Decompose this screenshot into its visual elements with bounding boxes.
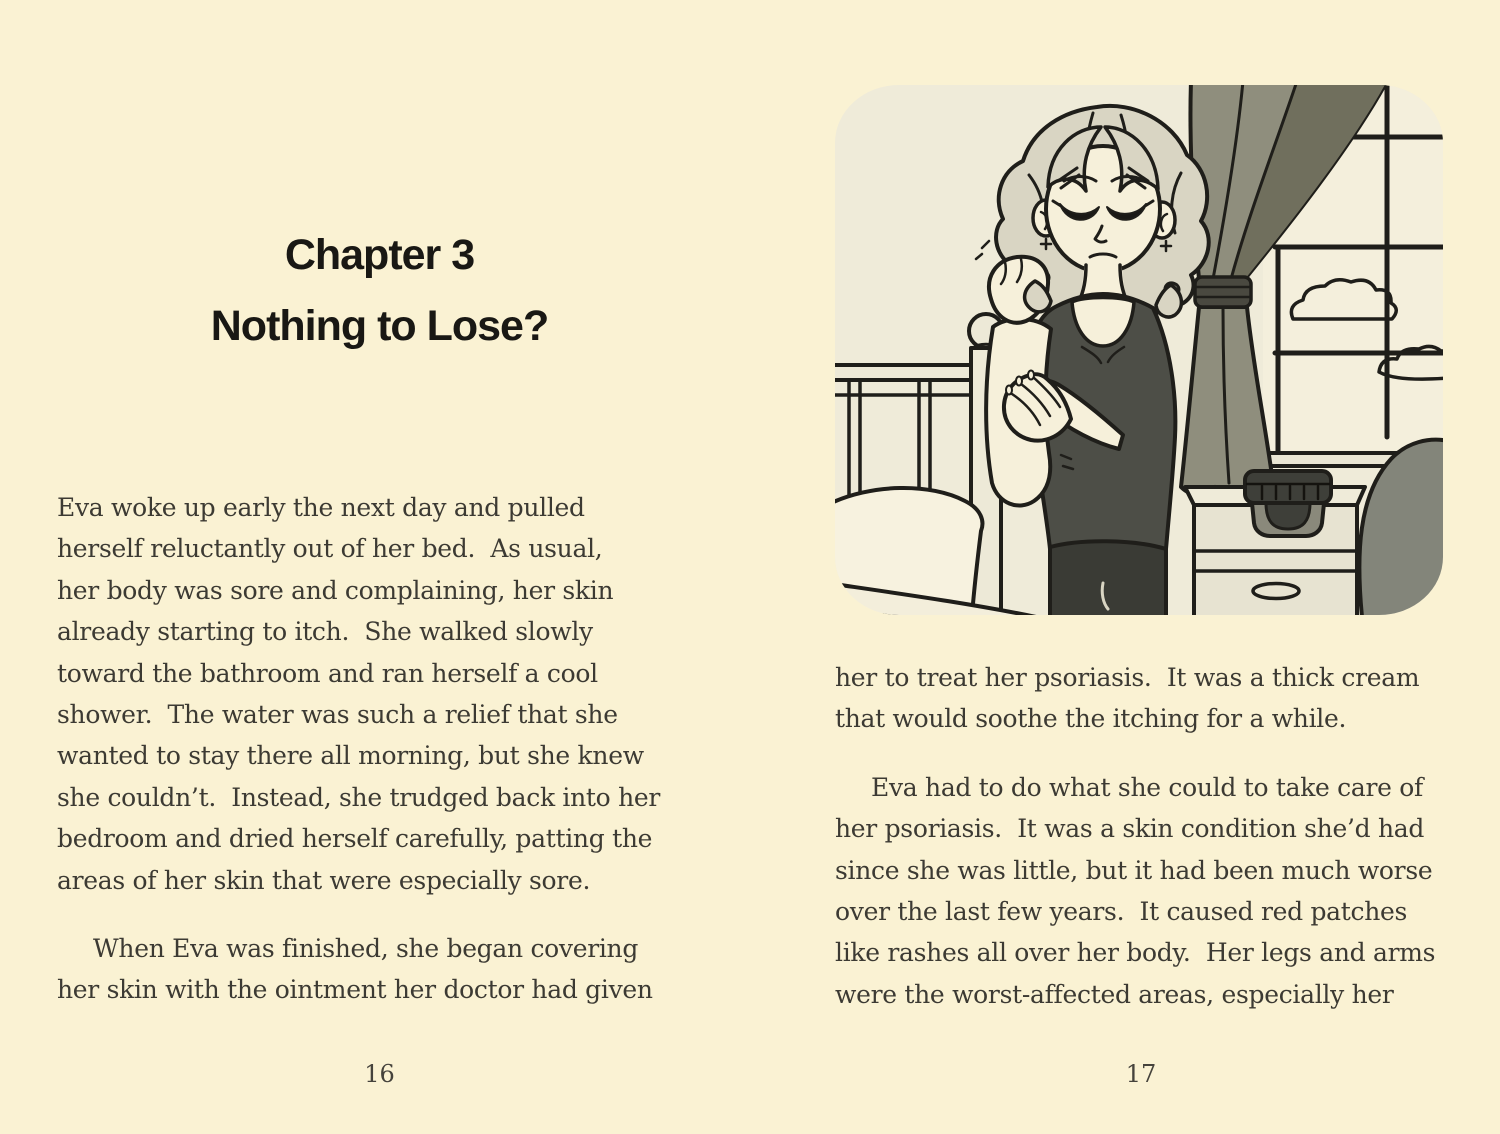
text-line: When Eva was finished, she began covering [93,934,639,964]
page-right [750,0,1500,1134]
drawer-handle [1253,584,1299,599]
text-line: wanted to stay there all morning, but she knew [57,741,644,771]
text-line: Eva woke up early the next day and pulled [57,493,585,522]
text-line: her skin with the ointment her doctor had given [57,975,653,1005]
page-number-left: 16 [364,1060,395,1088]
chapter-title: Nothing to Lose? [210,302,549,351]
text-line: her body was sore and complaining, her skin [57,575,614,605]
text-line: already starting to itch. She walked slowly [57,617,593,647]
text-line: over the last few years. It caused red patches [835,897,1408,927]
text-line: her psoriasis. It was a skin condition she’d had [835,814,1425,844]
text-line: shower. The water was such a relief that she [57,700,618,730]
text-line: like rashes all over her body. Her legs and arms [835,938,1436,968]
paragraph-1 [57,487,727,901]
chapter-number: Chapter 3 [284,231,475,279]
ointment-jar-icon [1245,471,1331,536]
text-line: she couldn’t. Instead, she trudged back into her [57,782,661,812]
paragraph-3 [835,657,1475,740]
text-line: herself reluctantly out of her bed. As usual, [57,534,603,564]
bedroom-illustration [835,85,1443,615]
text-line: bedroom and dried herself carefully, patting the [57,824,653,854]
curtain-tie [1195,277,1251,307]
pants [1050,541,1166,615]
paragraph-4 [835,767,1475,1015]
page-number-right: 17 [1125,1060,1157,1088]
text-line: since she was little, but it had been much worse [835,855,1433,885]
text-line: Eva had to do what she could to take care of [871,772,1423,802]
right-page-body-text [835,657,1475,1015]
paragraph-2 [57,928,727,1011]
text-line: her to treat her psoriasis. It was a thick cream [835,663,1420,692]
text-line: that would soothe the itching for a while. [835,704,1347,734]
left-page-body-text [57,487,727,1011]
chapter-heading [57,233,702,349]
text-line: were the worst-affected areas, especially her [835,979,1394,1009]
text-line: areas of her skin that were especially sore. [57,865,591,895]
text-line: toward the bathroom and ran herself a cool [57,658,598,688]
